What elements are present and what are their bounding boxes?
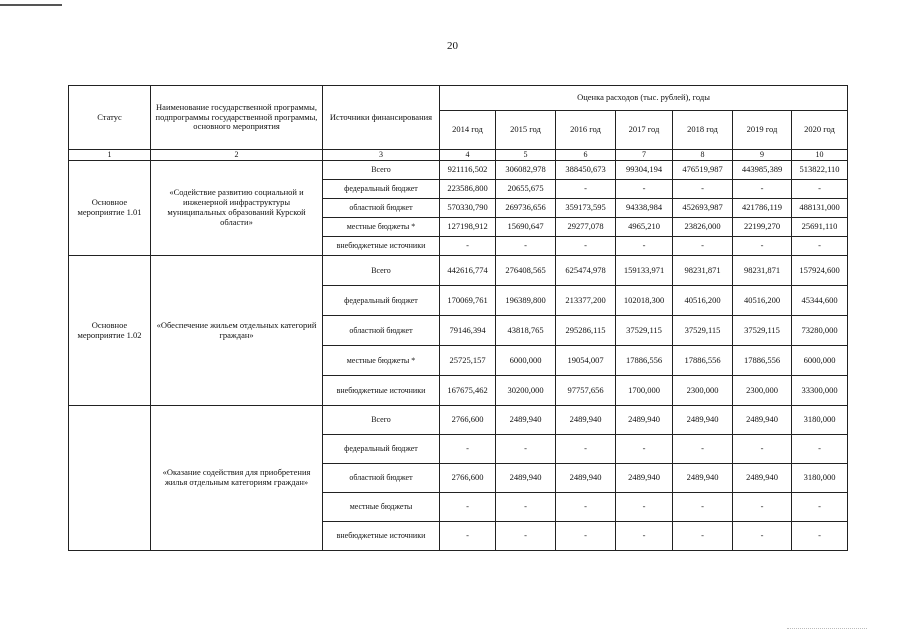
- amount-cell: 23826,000: [673, 218, 733, 237]
- table-row: [69, 161, 848, 180]
- table-body: [69, 161, 848, 551]
- amount-cell: 2489,940: [496, 406, 556, 435]
- amount-cell: 213377,200: [556, 286, 616, 316]
- amount-cell: -: [733, 237, 792, 256]
- amount-cell: 2489,940: [556, 464, 616, 493]
- amount-cell: -: [556, 237, 616, 256]
- amount-cell: 6000,000: [496, 346, 556, 376]
- amount-cell: 15690,647: [496, 218, 556, 237]
- header-name: Наименование государственной программы, подпрограммы государственной программы, основного мероприятия: [151, 86, 323, 150]
- amount-cell: 452693,987: [673, 199, 733, 218]
- column-number-row: [69, 150, 848, 161]
- amount-cell: 196389,800: [496, 286, 556, 316]
- amount-cell: 2489,940: [616, 464, 673, 493]
- amount-cell: -: [616, 522, 673, 551]
- amount-cell: 99304,194: [616, 161, 673, 180]
- amount-cell: 25725,157: [440, 346, 496, 376]
- amount-cell: 40516,200: [673, 286, 733, 316]
- amount-cell: 2300,000: [733, 376, 792, 406]
- amount-cell: -: [440, 435, 496, 464]
- page-number: 20: [447, 40, 458, 52]
- funding-source-cell: областной бюджет: [323, 316, 440, 346]
- funding-source-cell: местные бюджеты *: [323, 218, 440, 237]
- budget-table: [68, 85, 848, 551]
- amount-cell: 94338,984: [616, 199, 673, 218]
- amount-cell: -: [616, 180, 673, 199]
- amount-cell: -: [673, 522, 733, 551]
- funding-source-cell: местные бюджеты *: [323, 346, 440, 376]
- funding-source-cell: местные бюджеты: [323, 493, 440, 522]
- amount-cell: 98231,871: [673, 256, 733, 286]
- amount-cell: -: [440, 493, 496, 522]
- amount-cell: 625474,978: [556, 256, 616, 286]
- amount-cell: 359173,595: [556, 199, 616, 218]
- column-number: 9: [733, 150, 792, 161]
- amount-cell: 2489,940: [616, 406, 673, 435]
- amount-cell: -: [792, 522, 848, 551]
- funding-source-cell: внебюджетные источники: [323, 522, 440, 551]
- amount-cell: -: [440, 237, 496, 256]
- amount-cell: 570330,790: [440, 199, 496, 218]
- amount-cell: -: [673, 237, 733, 256]
- status-cell: Основное мероприятие 1.01: [69, 161, 151, 256]
- header-year: 2014 год: [440, 111, 496, 150]
- amount-cell: -: [496, 435, 556, 464]
- amount-cell: 98231,871: [733, 256, 792, 286]
- amount-cell: 2489,940: [496, 464, 556, 493]
- table-row: [69, 256, 848, 286]
- amount-cell: -: [440, 522, 496, 551]
- amount-cell: -: [616, 493, 673, 522]
- amount-cell: 2766,600: [440, 406, 496, 435]
- column-number: 3: [323, 150, 440, 161]
- amount-cell: -: [673, 435, 733, 464]
- status-cell: Основное мероприятие 1.02: [69, 256, 151, 406]
- amount-cell: 37529,115: [673, 316, 733, 346]
- column-number: 6: [556, 150, 616, 161]
- amount-cell: -: [556, 180, 616, 199]
- amount-cell: 513822,110: [792, 161, 848, 180]
- funding-source-cell: внебюджетные источники: [323, 237, 440, 256]
- amount-cell: -: [733, 493, 792, 522]
- amount-cell: 25691,110: [792, 218, 848, 237]
- amount-cell: 17886,556: [616, 346, 673, 376]
- amount-cell: 157924,600: [792, 256, 848, 286]
- funding-source-cell: федеральный бюджет: [323, 180, 440, 199]
- table-row: [69, 406, 848, 435]
- amount-cell: 388450,673: [556, 161, 616, 180]
- program-name-cell: «Содействие развитию социальной и инженерной инфраструктуры муниципальных образований Курской области»: [151, 161, 323, 256]
- amount-cell: 20655,675: [496, 180, 556, 199]
- amount-cell: 2300,000: [673, 376, 733, 406]
- amount-cell: 22199,270: [733, 218, 792, 237]
- amount-cell: -: [673, 493, 733, 522]
- amount-cell: 167675,462: [440, 376, 496, 406]
- amount-cell: -: [496, 237, 556, 256]
- amount-cell: -: [616, 435, 673, 464]
- scan-artifact-line: [0, 4, 62, 6]
- header-year: 2015 год: [496, 111, 556, 150]
- amount-cell: 159133,971: [616, 256, 673, 286]
- amount-cell: 2766,600: [440, 464, 496, 493]
- column-number: 4: [440, 150, 496, 161]
- funding-source-cell: областной бюджет: [323, 199, 440, 218]
- amount-cell: 269736,656: [496, 199, 556, 218]
- amount-cell: 921116,502: [440, 161, 496, 180]
- header-year: 2017 год: [616, 111, 673, 150]
- amount-cell: 476519,987: [673, 161, 733, 180]
- column-number: 5: [496, 150, 556, 161]
- amount-cell: 2489,940: [733, 406, 792, 435]
- amount-cell: 223586,800: [440, 180, 496, 199]
- column-number: 1: [69, 150, 151, 161]
- amount-cell: 488131,000: [792, 199, 848, 218]
- amount-cell: 17886,556: [673, 346, 733, 376]
- amount-cell: 306082,978: [496, 161, 556, 180]
- amount-cell: 37529,115: [733, 316, 792, 346]
- amount-cell: -: [733, 435, 792, 464]
- amount-cell: 37529,115: [616, 316, 673, 346]
- column-number: 10: [792, 150, 848, 161]
- amount-cell: 33300,000: [792, 376, 848, 406]
- column-number: 8: [673, 150, 733, 161]
- amount-cell: 102018,300: [616, 286, 673, 316]
- amount-cell: 443985,389: [733, 161, 792, 180]
- header-source: Источники финансирования: [323, 86, 440, 150]
- funding-source-cell: Всего: [323, 161, 440, 180]
- funding-source-cell: Всего: [323, 256, 440, 286]
- amount-cell: 2489,940: [556, 406, 616, 435]
- amount-cell: -: [496, 522, 556, 551]
- amount-cell: -: [556, 435, 616, 464]
- amount-cell: 295286,115: [556, 316, 616, 346]
- amount-cell: 3180,000: [792, 406, 848, 435]
- status-cell: [69, 406, 151, 551]
- funding-source-cell: областной бюджет: [323, 464, 440, 493]
- program-name-cell: «Оказание содействия для приобретения жилья отдельным категориям граждан»: [151, 406, 323, 551]
- header-expenses: Оценка расходов (тыс. рублей), годы: [440, 86, 848, 111]
- amount-cell: -: [496, 493, 556, 522]
- header-year: 2019 год: [733, 111, 792, 150]
- amount-cell: -: [733, 522, 792, 551]
- header-year: 2018 год: [673, 111, 733, 150]
- amount-cell: -: [792, 237, 848, 256]
- amount-cell: -: [792, 493, 848, 522]
- header-row-1: [69, 86, 848, 111]
- amount-cell: -: [792, 435, 848, 464]
- amount-cell: 6000,000: [792, 346, 848, 376]
- amount-cell: 2489,940: [673, 464, 733, 493]
- amount-cell: 19054,007: [556, 346, 616, 376]
- program-name-cell: «Обеспечение жильем отдельных категорий граждан»: [151, 256, 323, 406]
- amount-cell: 97757,656: [556, 376, 616, 406]
- amount-cell: 79146,394: [440, 316, 496, 346]
- amount-cell: 2489,940: [733, 464, 792, 493]
- header-year: 2016 год: [556, 111, 616, 150]
- funding-source-cell: федеральный бюджет: [323, 435, 440, 464]
- amount-cell: 73280,000: [792, 316, 848, 346]
- amount-cell: 170069,761: [440, 286, 496, 316]
- amount-cell: 45344,600: [792, 286, 848, 316]
- amount-cell: -: [616, 237, 673, 256]
- scan-artifact-dots: [787, 628, 867, 630]
- amount-cell: -: [733, 180, 792, 199]
- funding-source-cell: Всего: [323, 406, 440, 435]
- funding-source-cell: федеральный бюджет: [323, 286, 440, 316]
- amount-cell: 40516,200: [733, 286, 792, 316]
- amount-cell: 30200,000: [496, 376, 556, 406]
- amount-cell: 442616,774: [440, 256, 496, 286]
- amount-cell: 43818,765: [496, 316, 556, 346]
- column-number: 7: [616, 150, 673, 161]
- amount-cell: 29277,078: [556, 218, 616, 237]
- amount-cell: -: [792, 180, 848, 199]
- amount-cell: 127198,912: [440, 218, 496, 237]
- header-year: 2020 год: [792, 111, 848, 150]
- amount-cell: 2489,940: [673, 406, 733, 435]
- amount-cell: 276408,565: [496, 256, 556, 286]
- funding-source-cell: внебюджетные источники: [323, 376, 440, 406]
- header-status: Статус: [69, 86, 151, 150]
- amount-cell: -: [673, 180, 733, 199]
- amount-cell: 17886,556: [733, 346, 792, 376]
- amount-cell: -: [556, 522, 616, 551]
- amount-cell: 1700,000: [616, 376, 673, 406]
- column-number: 2: [151, 150, 323, 161]
- amount-cell: 421786,119: [733, 199, 792, 218]
- amount-cell: 4965,210: [616, 218, 673, 237]
- amount-cell: 3180,000: [792, 464, 848, 493]
- amount-cell: -: [556, 493, 616, 522]
